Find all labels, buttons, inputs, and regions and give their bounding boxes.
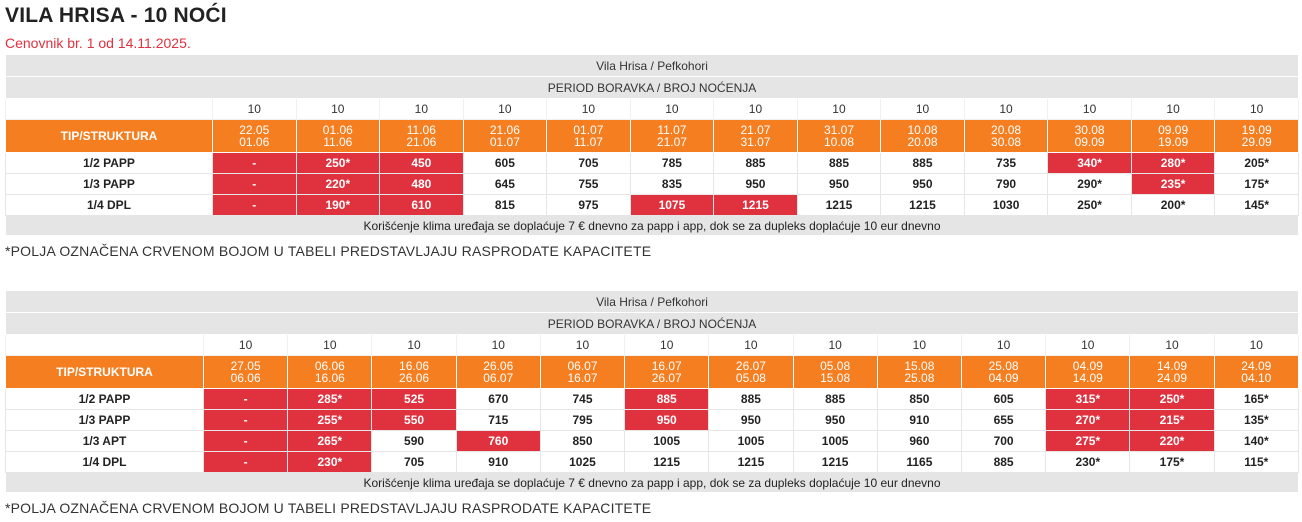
nights-cell: 10 <box>881 99 965 120</box>
price-cell: 250* <box>1048 195 1132 216</box>
period-subheader: PERIOD BORAVKA / BROJ NOĆENJA <box>6 77 1299 99</box>
price-cell: 835 <box>630 174 714 195</box>
table-title: Vila Hrisa / Pefkohori <box>6 55 1299 77</box>
period-start-date: 20.08 <box>991 123 1022 137</box>
price-cell: 670 <box>456 389 540 410</box>
period-end-date: 14.09 <box>1072 371 1103 385</box>
period-start-date: 25.08 <box>988 359 1019 373</box>
sold-out-note-2: *POLJA OZNAČENA CRVENOM BOJOM U TABELI PREDSTAVLJAJU RASPRODATE KAPACITETE <box>5 500 652 516</box>
period-start-date: 09.09 <box>1158 123 1189 137</box>
price-cell: 885 <box>709 389 793 410</box>
price-cell: 1215 <box>709 452 793 473</box>
period-date-cell <box>964 120 1048 153</box>
nights-cell: 10 <box>630 99 714 120</box>
period-start-date: 11.06 <box>406 123 436 137</box>
price-cell: 815 <box>463 195 547 216</box>
type-structure-header: TIP/STRUKTURA <box>6 356 204 389</box>
period-date-cell <box>463 120 547 153</box>
price-cell: 950 <box>714 174 798 195</box>
price-cell: 715 <box>456 410 540 431</box>
price-cell: 960 <box>877 431 961 452</box>
price-table-1 <box>5 54 1299 236</box>
price-row <box>6 389 1299 410</box>
price-cell: 790 <box>964 174 1048 195</box>
nights-cell: 10 <box>714 99 798 120</box>
type-structure-header: TIP/STRUKTURA <box>6 120 213 153</box>
price-table-2 <box>5 290 1299 493</box>
price-cell: 885 <box>797 153 881 174</box>
price-cell: 1215 <box>625 452 709 473</box>
period-date-cell <box>961 356 1045 389</box>
room-type-label: 1/3 PAPP <box>6 174 213 195</box>
sold-out-price-cell: 220* <box>296 174 380 195</box>
period-end-date: 11.06 <box>323 135 353 149</box>
period-date-cell <box>630 120 714 153</box>
price-cell: 140* <box>1214 431 1298 452</box>
period-end-date: 01.06 <box>239 135 270 149</box>
nights-cell: 10 <box>213 99 297 120</box>
period-start-date: 11.07 <box>657 123 687 137</box>
sold-out-price-cell: 340* <box>1048 153 1132 174</box>
price-cell: 645 <box>463 174 547 195</box>
nights-cell: 10 <box>1130 335 1214 356</box>
nights-cell: 10 <box>964 99 1048 120</box>
period-start-date: 27.05 <box>230 359 261 373</box>
price-cell: 755 <box>547 174 631 195</box>
nights-cell: 10 <box>961 335 1045 356</box>
period-start-date: 30.08 <box>1074 123 1105 137</box>
sold-out-price-cell: 760 <box>456 431 540 452</box>
price-cell: 1030 <box>964 195 1048 216</box>
price-cell: 200* <box>1131 195 1215 216</box>
period-date-cell <box>625 356 709 389</box>
period-subheader-row <box>6 77 1299 99</box>
nights-row <box>6 99 1299 120</box>
price-cell: 910 <box>877 410 961 431</box>
price-cell: 735 <box>964 153 1048 174</box>
period-start-date: 19.09 <box>1241 123 1272 137</box>
period-start-date: 21.07 <box>740 123 771 137</box>
nights-cell: 10 <box>380 99 464 120</box>
price-cell: 705 <box>547 153 631 174</box>
price-cell: 590 <box>372 431 456 452</box>
price-cell: 1215 <box>793 452 877 473</box>
price-cell: 795 <box>540 410 624 431</box>
nights-cell: 10 <box>1048 99 1132 120</box>
period-date-cell <box>1130 356 1214 389</box>
price-cell: 950 <box>797 174 881 195</box>
price-cell: 1005 <box>625 431 709 452</box>
period-date-cell <box>456 356 540 389</box>
period-dates-row <box>6 120 1299 153</box>
sold-out-price-cell: 315* <box>1046 389 1130 410</box>
sold-out-price-cell: 270* <box>1046 410 1130 431</box>
period-start-date: 01.06 <box>322 123 353 137</box>
sold-out-price-cell: 250* <box>296 153 380 174</box>
period-dates-row <box>6 356 1299 389</box>
sold-out-price-cell: 275* <box>1046 431 1130 452</box>
price-cell: 745 <box>540 389 624 410</box>
nights-cell: 10 <box>797 99 881 120</box>
sold-out-price-cell: - <box>213 195 297 216</box>
air-conditioning-note: Korišćenje klima uređaja se doplaćuje 7 € dnevno za papp i app, dok se za dupleks doplaćuje 10 eur dnevno <box>6 473 1299 493</box>
price-row <box>6 410 1299 431</box>
sold-out-price-cell: 950 <box>625 410 709 431</box>
period-end-date: 01.07 <box>489 135 520 149</box>
nights-cell: 10 <box>540 335 624 356</box>
price-cell: 1025 <box>540 452 624 473</box>
price-cell: 950 <box>881 174 965 195</box>
price-cell: 885 <box>881 153 965 174</box>
period-end-date: 09.09 <box>1074 135 1105 149</box>
period-end-date: 15.08 <box>820 371 851 385</box>
table-title-row <box>6 55 1299 77</box>
price-cell: 785 <box>630 153 714 174</box>
period-subheader: PERIOD BORAVKA / BROJ NOĆENJA <box>6 313 1299 335</box>
sold-out-price-cell: 1215 <box>714 195 798 216</box>
period-end-date: 29.09 <box>1241 135 1272 149</box>
period-end-date: 19.09 <box>1158 135 1189 149</box>
period-date-cell <box>296 120 380 153</box>
nights-blank-cell <box>6 335 204 356</box>
period-start-date: 24.09 <box>1241 359 1272 373</box>
sold-out-price-cell: - <box>204 452 288 473</box>
price-cell: 655 <box>961 410 1045 431</box>
price-cell: 290* <box>1048 174 1132 195</box>
sold-out-price-cell: 525 <box>372 389 456 410</box>
sold-out-price-cell: - <box>204 410 288 431</box>
period-end-date: 26.06 <box>399 371 430 385</box>
nights-cell: 10 <box>288 335 372 356</box>
sold-out-price-cell: 265* <box>288 431 372 452</box>
nights-cell: 10 <box>1046 335 1130 356</box>
nights-cell: 10 <box>877 335 961 356</box>
price-cell: 885 <box>714 153 798 174</box>
nights-cell: 10 <box>296 99 380 120</box>
period-date-cell <box>372 356 456 389</box>
period-subheader-row <box>6 313 1299 335</box>
air-conditioning-note: Korišćenje klima uređaja se doplaćuje 7 € dnevno za papp i app, dok se za dupleks doplaćuje 10 eur dnevno <box>6 216 1299 236</box>
period-end-date: 06.06 <box>230 371 261 385</box>
room-type-label: 1/3 APT <box>6 431 204 452</box>
sold-out-note-1: *POLJA OZNAČENA CRVENOM BOJOM U TABELI PREDSTAVLJAJU RASPRODATE KAPACITETE <box>5 243 652 259</box>
period-date-cell <box>709 356 793 389</box>
room-type-label: 1/4 DPL <box>6 195 213 216</box>
period-end-date: 21.07 <box>656 135 687 149</box>
price-cell: 850 <box>540 431 624 452</box>
nights-row <box>6 335 1299 356</box>
period-end-date: 10.08 <box>823 135 854 149</box>
price-cell: 850 <box>877 389 961 410</box>
footer-row <box>6 216 1299 236</box>
period-start-date: 10.08 <box>907 123 938 137</box>
nights-cell: 10 <box>709 335 793 356</box>
sold-out-price-cell: 885 <box>625 389 709 410</box>
period-end-date: 31.07 <box>740 135 771 149</box>
period-date-cell <box>1048 120 1132 153</box>
price-cell: 605 <box>961 389 1045 410</box>
period-end-date: 04.10 <box>1241 371 1272 385</box>
sold-out-price-cell: 285* <box>288 389 372 410</box>
sold-out-price-cell: 280* <box>1131 153 1215 174</box>
period-end-date: 24.09 <box>1157 371 1188 385</box>
period-date-cell <box>1214 356 1298 389</box>
nights-cell: 10 <box>204 335 288 356</box>
period-date-cell <box>380 120 464 153</box>
period-start-date: 06.06 <box>314 359 345 373</box>
period-end-date: 11.07 <box>573 135 603 149</box>
sold-out-price-cell: 230* <box>288 452 372 473</box>
nights-blank-cell <box>6 99 213 120</box>
nights-cell: 10 <box>547 99 631 120</box>
period-date-cell <box>1131 120 1215 153</box>
price-cell: 885 <box>793 389 877 410</box>
period-date-cell <box>213 120 297 153</box>
price-cell: 1005 <box>709 431 793 452</box>
sold-out-price-cell: 215* <box>1130 410 1214 431</box>
period-start-date: 16.07 <box>651 359 682 373</box>
price-row <box>6 195 1299 216</box>
period-start-date: 22.05 <box>239 123 270 137</box>
price-cell: 910 <box>456 452 540 473</box>
period-start-date: 04.09 <box>1072 359 1103 373</box>
period-date-cell <box>881 120 965 153</box>
period-date-cell <box>797 120 881 153</box>
price-cell: 1215 <box>797 195 881 216</box>
price-cell: 1215 <box>881 195 965 216</box>
price-row <box>6 174 1299 195</box>
price-list-subtitle: Cenovnik br. 1 od 14.11.2025. <box>5 35 191 51</box>
period-start-date: 14.09 <box>1157 359 1188 373</box>
period-start-date: 06.07 <box>567 359 598 373</box>
period-end-date: 25.08 <box>904 371 935 385</box>
nights-cell: 10 <box>1131 99 1215 120</box>
sold-out-price-cell: - <box>204 389 288 410</box>
sold-out-price-cell: 220* <box>1130 431 1214 452</box>
period-date-cell <box>877 356 961 389</box>
sold-out-price-cell: 190* <box>296 195 380 216</box>
price-cell: 605 <box>463 153 547 174</box>
price-cell: 885 <box>961 452 1045 473</box>
table-title: Vila Hrisa / Pefkohori <box>6 291 1299 313</box>
room-type-label: 1/2 PAPP <box>6 153 213 174</box>
price-row <box>6 452 1299 473</box>
sold-out-price-cell: 255* <box>288 410 372 431</box>
sold-out-price-cell: - <box>213 174 297 195</box>
sold-out-price-cell: 250* <box>1130 389 1214 410</box>
period-start-date: 26.06 <box>483 359 514 373</box>
price-cell: 175* <box>1215 174 1299 195</box>
sold-out-price-cell: 235* <box>1131 174 1215 195</box>
period-start-date: 01.07 <box>573 123 604 137</box>
price-row <box>6 431 1299 452</box>
nights-cell: 10 <box>1214 335 1298 356</box>
price-cell: 115* <box>1214 452 1298 473</box>
period-date-cell <box>793 356 877 389</box>
sold-out-price-cell: 610 <box>380 195 464 216</box>
price-cell: 1165 <box>877 452 961 473</box>
period-start-date: 05.08 <box>820 359 851 373</box>
period-end-date: 20.08 <box>907 135 938 149</box>
period-date-cell <box>1046 356 1130 389</box>
room-type-label: 1/3 PAPP <box>6 410 204 431</box>
nights-cell: 10 <box>1215 99 1299 120</box>
period-start-date: 26.07 <box>735 359 766 373</box>
table-title-row <box>6 291 1299 313</box>
period-date-cell <box>547 120 631 153</box>
period-end-date: 05.08 <box>735 371 766 385</box>
period-date-cell <box>714 120 798 153</box>
price-cell: 230* <box>1046 452 1130 473</box>
period-start-date: 15.08 <box>904 359 935 373</box>
sold-out-price-cell: 1075 <box>630 195 714 216</box>
period-end-date: 16.07 <box>567 371 598 385</box>
price-cell: 145* <box>1215 195 1299 216</box>
period-end-date: 16.06 <box>314 371 345 385</box>
price-cell: 165* <box>1214 389 1298 410</box>
period-end-date: 06.07 <box>483 371 514 385</box>
period-date-cell <box>540 356 624 389</box>
price-cell: 950 <box>793 410 877 431</box>
nights-cell: 10 <box>372 335 456 356</box>
nights-cell: 10 <box>463 99 547 120</box>
sold-out-price-cell: - <box>204 431 288 452</box>
price-cell: 1005 <box>793 431 877 452</box>
sold-out-price-cell: 550 <box>372 410 456 431</box>
period-date-cell <box>288 356 372 389</box>
period-end-date: 30.08 <box>991 135 1022 149</box>
price-cell: 700 <box>961 431 1045 452</box>
room-type-label: 1/4 DPL <box>6 452 204 473</box>
period-start-date: 31.07 <box>823 123 854 137</box>
price-cell: 175* <box>1130 452 1214 473</box>
price-cell: 135* <box>1214 410 1298 431</box>
price-cell: 205* <box>1215 153 1299 174</box>
footer-row <box>6 473 1299 493</box>
nights-cell: 10 <box>625 335 709 356</box>
period-date-cell <box>204 356 288 389</box>
price-row <box>6 153 1299 174</box>
sold-out-price-cell: 480 <box>380 174 464 195</box>
period-date-cell <box>1215 120 1299 153</box>
period-start-date: 21.06 <box>489 123 520 137</box>
period-start-date: 16.06 <box>399 359 430 373</box>
price-cell: 975 <box>547 195 631 216</box>
period-end-date: 04.09 <box>988 371 1019 385</box>
period-end-date: 21.06 <box>406 135 437 149</box>
price-cell: 950 <box>709 410 793 431</box>
nights-cell: 10 <box>793 335 877 356</box>
room-type-label: 1/2 PAPP <box>6 389 204 410</box>
price-cell: 705 <box>372 452 456 473</box>
nights-cell: 10 <box>456 335 540 356</box>
sold-out-price-cell: - <box>213 153 297 174</box>
page-title: VILA HRISA - 10 NOĆI <box>5 4 227 27</box>
sold-out-price-cell: 450 <box>380 153 464 174</box>
period-end-date: 26.07 <box>651 371 682 385</box>
